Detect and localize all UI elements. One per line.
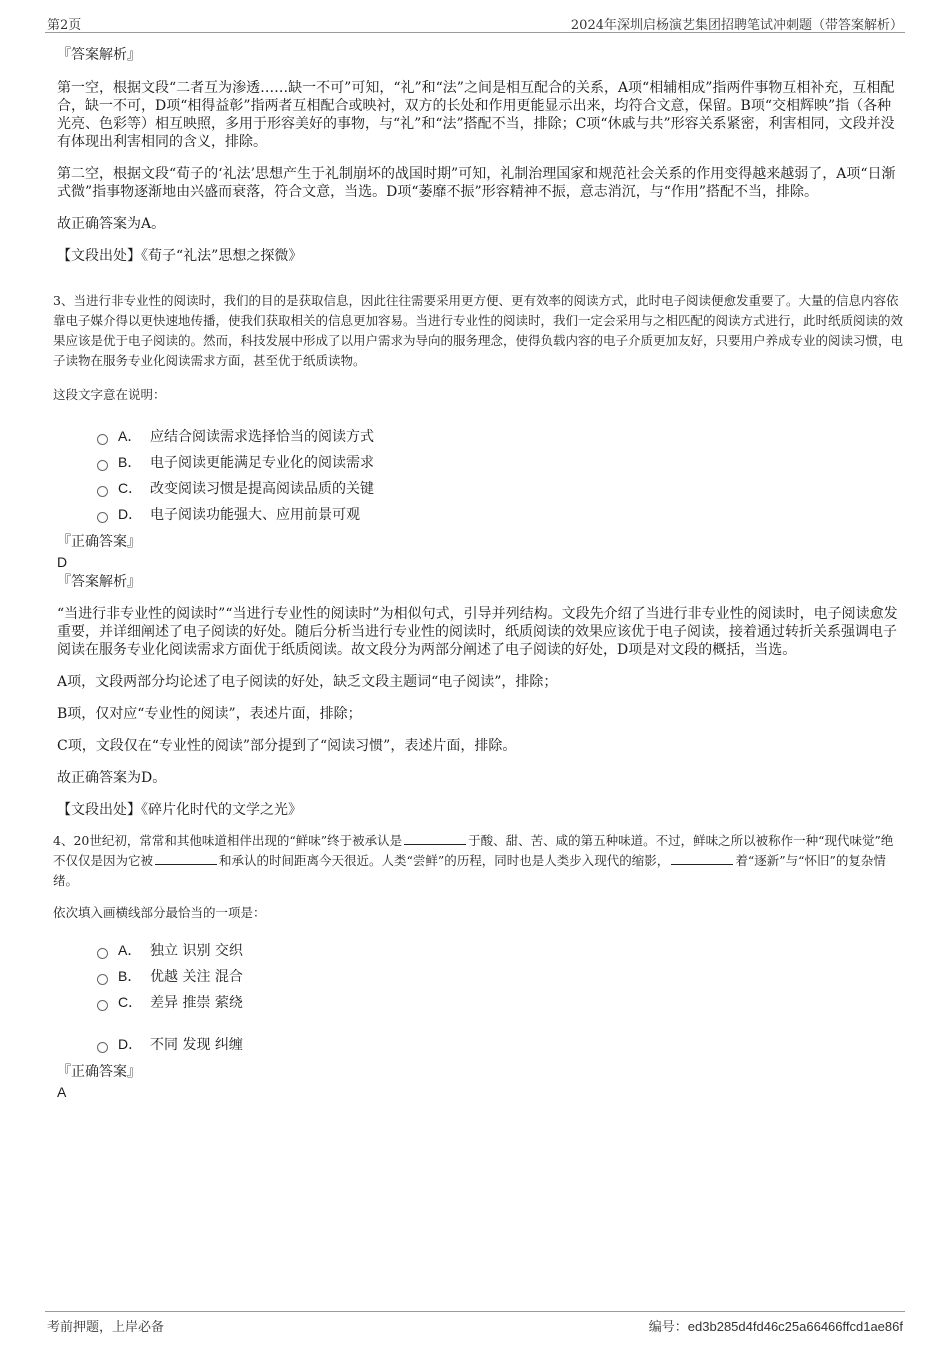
radio-icon[interactable] — [97, 948, 108, 959]
fill-blank — [671, 852, 733, 865]
document-body — [53, 46, 904, 1101]
correct-answer: D — [57, 554, 68, 570]
option-d[interactable]: D． 电子阅读功能强大、应用前景可观 — [97, 501, 903, 527]
analysis-heading: 『答案解析』 — [57, 47, 141, 63]
analysis-paragraph: A项，文段两部分均论述了电子阅读的好处，缺乏文段主题词“电子阅读”，排除； — [57, 674, 558, 690]
analysis-paragraph: “当进行非专业性的阅读时”“当进行专业性的阅读时”为相似句式，引导并列结构。文段先介绍了当进行非专业性的阅读时，电子阅读愈发重要，并详细阐述了电子阅读的好处。随后分析当进行专业性的阅读时，纸质阅读的效果应该优于电子阅读，接着通过转折关系强调电子阅读在服务专业化阅读需求方面优于纸质阅读。故文段分为两部分阐述了电子阅读的好处，D项是对文段的概括，当选。 — [57, 606, 898, 658]
option-c[interactable]: C． 差异 推崇 萦绕 — [97, 989, 903, 1015]
analysis-paragraph: B项，仅对应“专业性的阅读”，表述片面，排除； — [57, 706, 362, 722]
radio-icon[interactable] — [97, 460, 108, 471]
analysis-paragraph: 第一空，根据文段“二者互为渗透……缺一不可”可知，“礼”和“法”之间是相互配合的关系，A项“相辅相成”指两件事物互相补充，互相配合，缺一不可，D项“相得益彰”指两者互相配合或映衬，双方的长处和作用更能显示出来，均符合文意，保留。B项“交相辉映”指（各种光亮、色彩等）相互映照，多用于形容美好的事物，与“礼”和“法”搭配不当，排除；C项“休戚与共”形容关系紧密，利害相同，文段并没有体现出利害相同的含义，排除。 — [57, 80, 895, 150]
answer-conclusion: 故正确答案为D。 — [57, 770, 167, 786]
question-prompt: 依次填入画横线部分最恰当的一项是： — [53, 905, 266, 920]
option-b[interactable]: B． 优越 关注 混合 — [97, 963, 903, 989]
answer-conclusion: 故正确答案为A。 — [57, 216, 166, 232]
footer-slogan: 考前押题，上岸必备 — [47, 1320, 165, 1335]
radio-icon[interactable] — [97, 512, 108, 523]
question-prompt: 这段文字意在说明： — [53, 387, 166, 402]
page-footer — [45, 1311, 905, 1336]
option-list — [97, 937, 903, 1057]
radio-icon[interactable] — [97, 974, 108, 985]
radio-icon[interactable] — [97, 486, 108, 497]
option-list — [97, 423, 903, 527]
option-b[interactable]: B． 电子阅读更能满足专业化的阅读需求 — [97, 449, 903, 475]
analysis-paragraph: 第二空，根据文段“荀子的‘礼法’思想产生于礼制崩坏的战国时期”可知，礼制治理国家和规范社会关系的作用变得越来越弱了，A项“日渐式微”指事物逐渐地由兴盛而衰落，符合文意，当选。D项“萎靡不振”形容精神不振，意志消沉，与“作用”搭配不当，排除。 — [57, 166, 896, 200]
option-a[interactable]: A． 应结合阅读需求选择恰当的阅读方式 — [97, 423, 903, 449]
question-stem: 3、当进行非专业性的阅读时，我们的目的是获取信息，因此往往需要采用更方便、更有效率的阅读方式，此时电子阅读便愈发重要了。大量的信息内容依靠电子媒介得以更快速地传播，使我们获取相关的信息更加容易。当进行专业性的阅读时，我们一定会采用与之相匹配的阅读方式进行，此时纸质阅读的效果应该是优于电子阅读的。然而，科技发展中形成了以用户需求为导向的服务理念，使得负载内容的电子介质更加友好，只要用户养成专业的阅读习惯，电子读物在服务专业化阅读需求方面，甚至优于纸质读物。 — [53, 293, 904, 368]
page-header — [45, 12, 905, 33]
analysis-heading: 『答案解析』 — [57, 574, 141, 590]
option-d[interactable]: D． 不同 发现 纠缠 — [97, 1031, 903, 1057]
radio-icon[interactable] — [97, 1000, 108, 1011]
radio-icon[interactable] — [97, 434, 108, 445]
document-title: 2024年深圳启杨演艺集团招聘笔试冲刺题（带答案解析） — [570, 18, 903, 33]
radio-icon[interactable] — [97, 1042, 108, 1053]
correct-answer-heading: 『正确答案』 — [57, 1064, 141, 1080]
source-citation: 【文段出处】《荀子“礼法”思想之探微》 — [57, 248, 303, 264]
option-a[interactable]: A． 独立 识别 交织 — [97, 937, 903, 963]
page-number: 第2页 — [47, 18, 82, 33]
fill-blank — [404, 832, 466, 845]
source-citation: 【文段出处】《碎片化时代的文学之光》 — [57, 802, 302, 818]
correct-answer-heading: 『正确答案』 — [57, 534, 141, 550]
option-c[interactable]: C． 改变阅读习惯是提高阅读品质的关键 — [97, 475, 903, 501]
correct-answer: A — [57, 1084, 67, 1100]
question-stem: 4、20世纪初，常常和其他味道相伴出现的“鲜味”终于被承认是 于酸、甜、苦、咸的第五种味道。不过，鲜味之所以被称作一种“现代味觉”绝不仅仅是因为它被 和承认的时间距离今天很近。人类“尝鲜”的历程，同时也是人类步入现代的缩影， 着“逐新”与“怀旧”的复杂情绪。 — [53, 833, 894, 888]
analysis-paragraph: C项，文段仅在“专业性的阅读”部分提到了“阅读习惯”，表述片面，排除。 — [57, 738, 517, 754]
fill-blank — [155, 852, 217, 865]
document-id: 编号：ed3b285d4fd46c25a66466ffcd1ae86f — [648, 1319, 903, 1334]
